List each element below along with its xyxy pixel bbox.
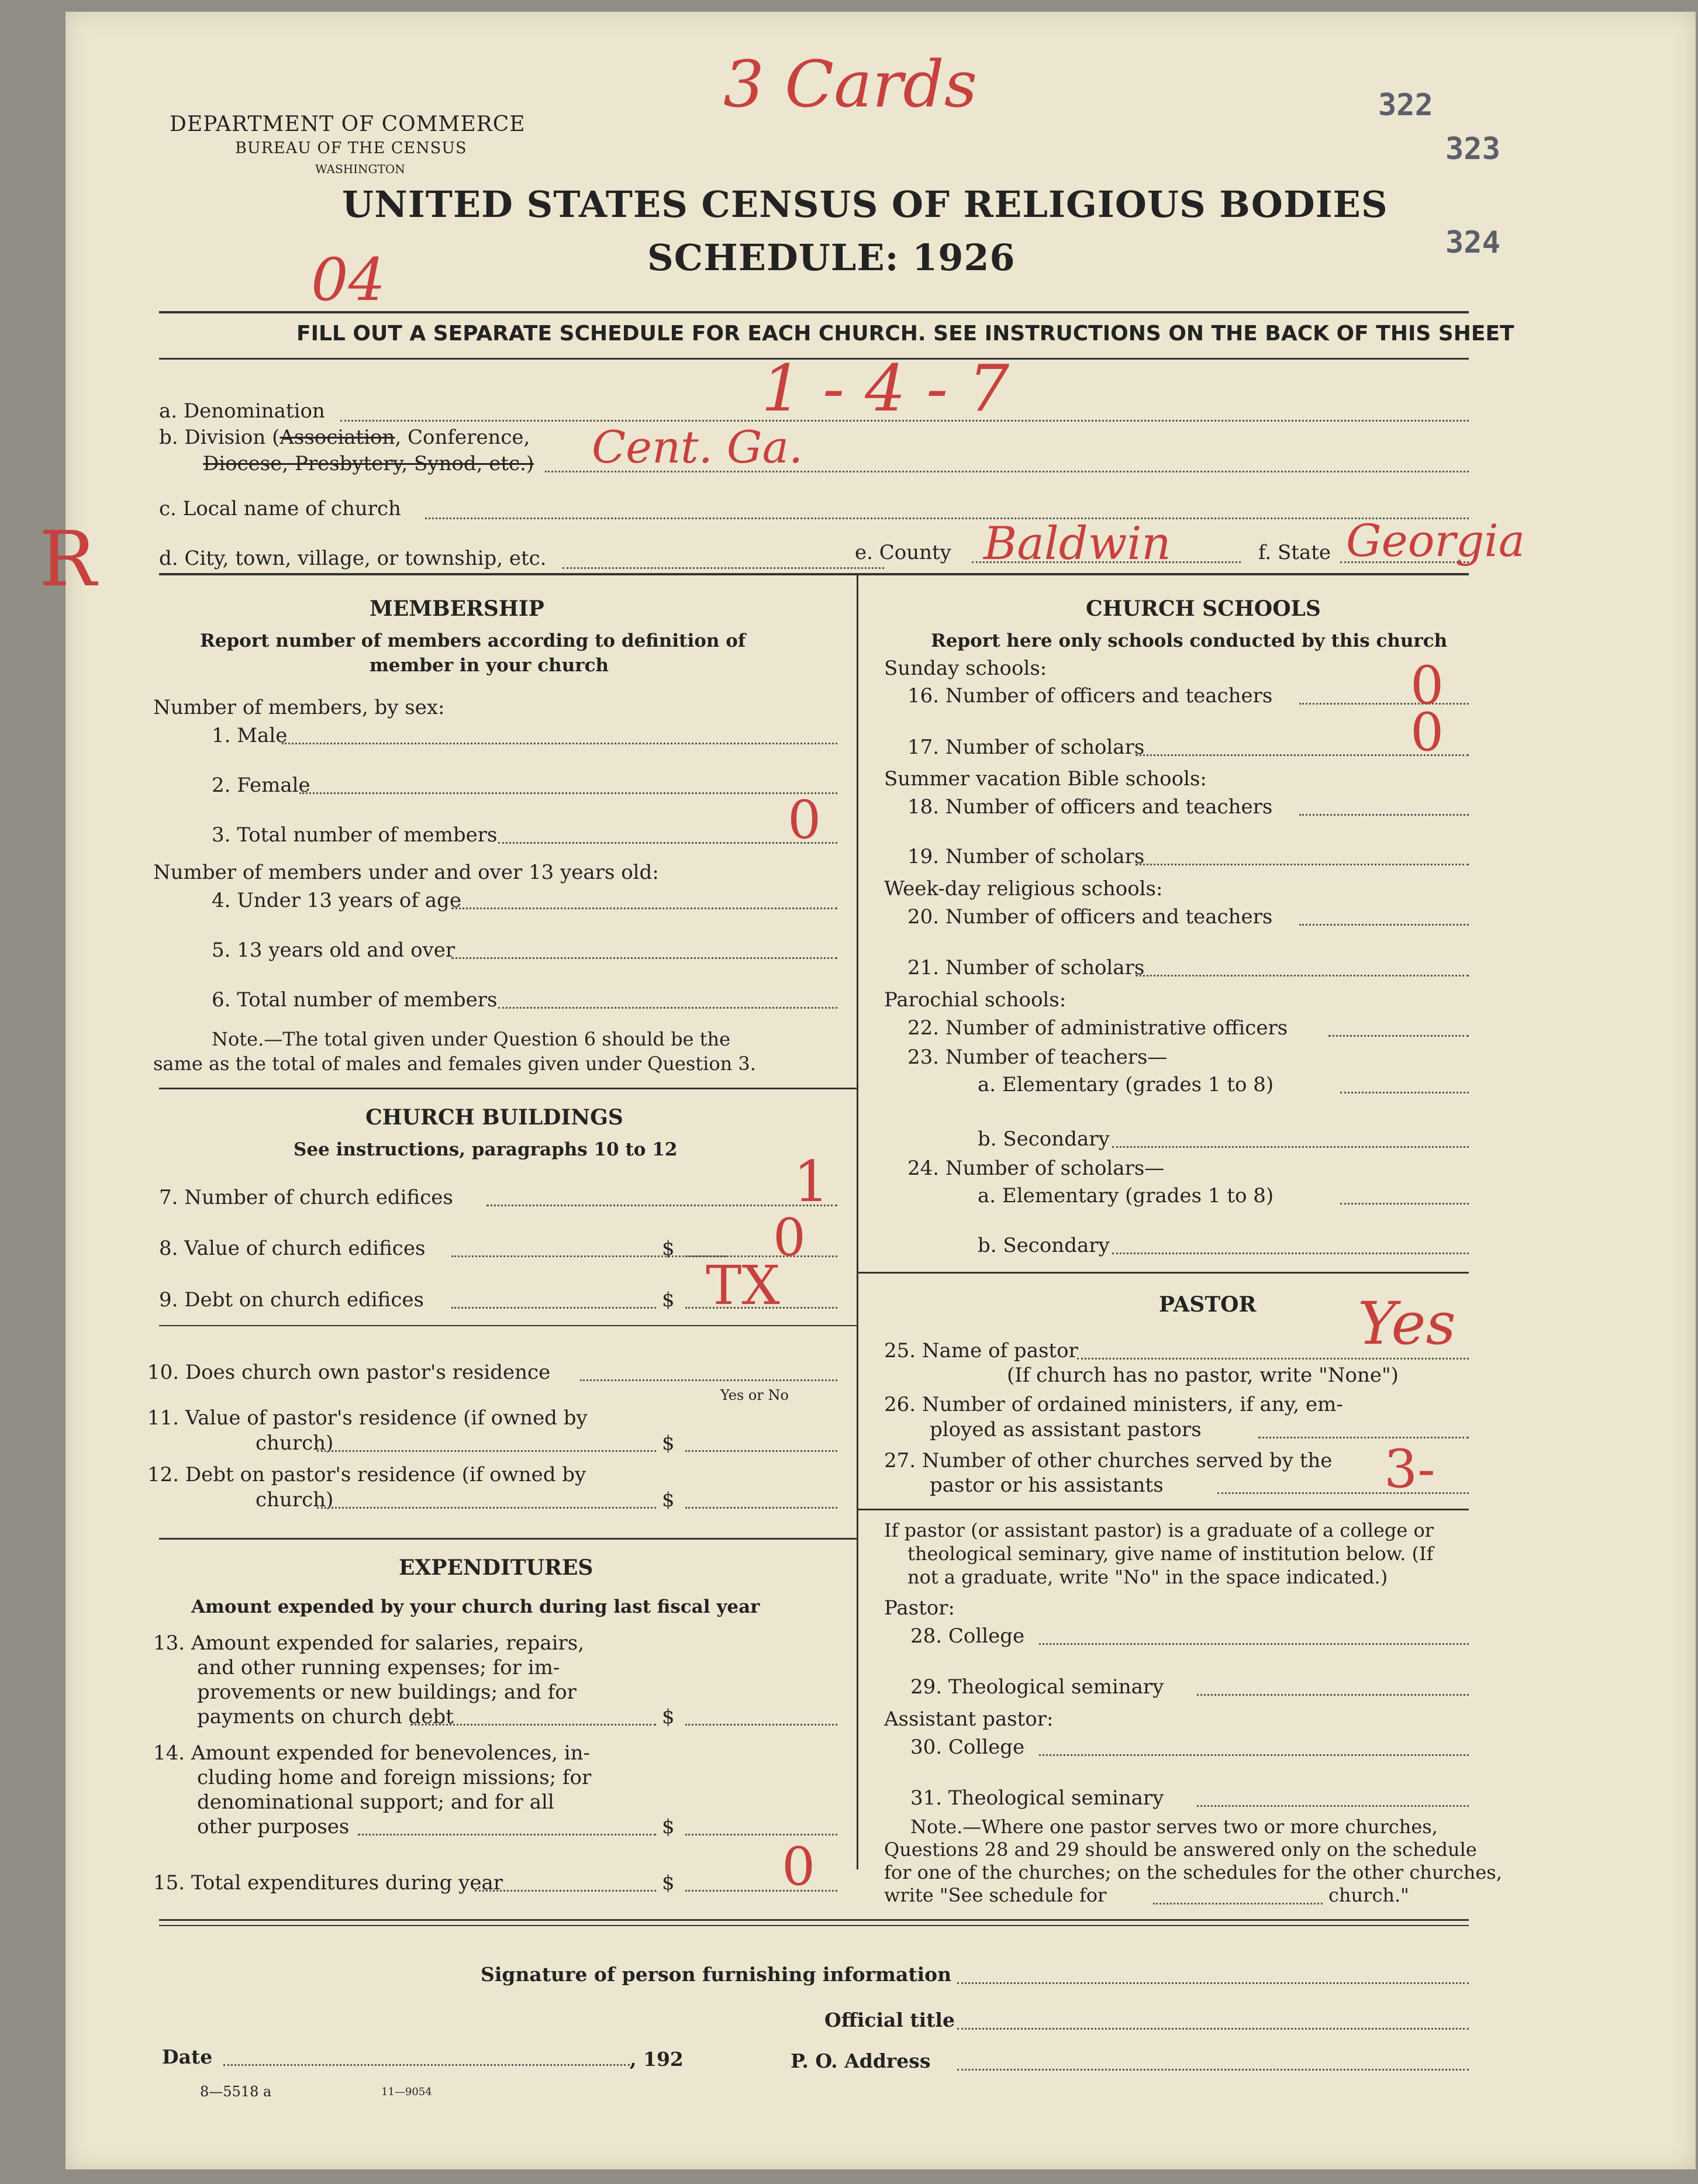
- q12-line: [317, 1507, 656, 1509]
- q31-label: 31. Theological seminary: [910, 1786, 1164, 1810]
- q9-line: [451, 1307, 656, 1309]
- q4-label: 4. Under 13 years of age: [212, 889, 461, 912]
- local-name-line: [425, 517, 1469, 519]
- handwritten-mark: R: [39, 515, 96, 603]
- division-label-line1: [159, 426, 530, 449]
- q17-label: 17. Number of scholars: [907, 736, 1145, 759]
- q3-label: 3. Total number of members: [212, 823, 498, 847]
- q29-line: [1197, 1694, 1469, 1696]
- q13-label-4: payments on church debt: [197, 1705, 454, 1728]
- q14-dollar: $: [662, 1815, 675, 1838]
- q2-label: 2. Female: [212, 774, 310, 797]
- print-number: 11—9054: [381, 2086, 432, 2098]
- schools-heading: CHURCH SCHOOLS: [1086, 596, 1321, 621]
- bureau-label: BUREAU OF THE CENSUS: [235, 139, 467, 157]
- membership-note-2: same as the total of males and females given under Question 3.: [153, 1053, 756, 1075]
- q23b-line: [1112, 1146, 1469, 1148]
- q15-dollar: $: [662, 1871, 675, 1895]
- q6-line: [498, 1007, 837, 1009]
- q3-line: [498, 842, 837, 844]
- expenditures-instruction: Amount expended by your church during last fiscal year: [191, 1596, 760, 1617]
- q1-line: [282, 743, 837, 744]
- q13-line: [410, 1724, 656, 1726]
- q26-label-2: ployed as assistant pastors: [930, 1418, 1202, 1441]
- q26-label-1: 26. Number of ordained ministers, if any, em-: [884, 1393, 1343, 1416]
- state-label: f. State: [1258, 541, 1331, 564]
- q14-label-2: cluding home and foreign missions; for: [197, 1766, 592, 1789]
- denomination-value: 1 - 4 - 7: [761, 351, 1010, 426]
- denomination-label: a. Denomination: [159, 399, 325, 423]
- pastor-sub-label: Pastor:: [884, 1596, 955, 1620]
- q13-label-1: 13. Amount expended for salaries, repairs,: [153, 1631, 585, 1655]
- division-label-pre: b. Division (: [159, 426, 280, 449]
- q18-line: [1299, 814, 1469, 816]
- q5-label: 5. 13 years old and over: [212, 939, 455, 962]
- q13-dollar: $: [662, 1705, 675, 1728]
- q19-label: 19. Number of scholars: [907, 845, 1145, 868]
- q25-line: [1077, 1358, 1469, 1360]
- po-address-line: [957, 2069, 1469, 2071]
- signature-line: [957, 1982, 1469, 1984]
- date-line: [223, 2064, 630, 2066]
- yes-no-hint: Yes or No: [720, 1387, 789, 1403]
- weekday-schools-label: Week-day religious schools:: [884, 877, 1163, 900]
- census-schedule-sheet: [39, 12, 1696, 2169]
- q25-note: (If church has no pastor, write "None"): [1007, 1364, 1399, 1387]
- q21-line: [1136, 975, 1469, 977]
- q12-label-1: 12. Debt on pastor's residence (if owned by: [147, 1463, 586, 1486]
- handwritten-code: 04: [311, 246, 386, 314]
- schools-divider: [857, 1272, 1469, 1274]
- summer-schools-label: Summer vacation Bible schools:: [884, 767, 1207, 791]
- pastor-note-1: Note.—Where one pastor serves two or more churches,: [910, 1816, 1438, 1838]
- membership-heading: MEMBERSHIP: [370, 596, 544, 621]
- schedule-title: SCHEDULE: 1926: [647, 236, 1016, 279]
- q21-label: 21. Number of scholars: [907, 956, 1145, 979]
- q14-label-4: other purposes: [197, 1815, 350, 1838]
- q19-line: [1136, 864, 1469, 865]
- q18-label: 18. Number of officers and teachers: [907, 795, 1273, 819]
- q23a-label: a. Elementary (grades 1 to 8): [978, 1073, 1274, 1096]
- q15-label: 15. Total expenditures during year: [153, 1871, 503, 1895]
- q11-line: [317, 1450, 656, 1452]
- buildings-mid-divider: [159, 1325, 857, 1326]
- q14-line: [358, 1834, 656, 1835]
- schools-instruction: Report here only schools conducted by this church: [931, 630, 1448, 651]
- pastor-note-5: church.": [1328, 1884, 1409, 1906]
- stamp-number-1: 322: [1378, 88, 1433, 123]
- stamp-number-2: 323: [1445, 132, 1500, 167]
- stamp-number-3: 324: [1445, 225, 1500, 260]
- date-label: Date: [162, 2045, 213, 2068]
- q24b-line: [1112, 1253, 1469, 1254]
- column-divider: [857, 574, 858, 1869]
- parochial-schools-label: Parochial schools:: [884, 988, 1067, 1012]
- form-title: UNITED STATES CENSUS OF RELIGIOUS BODIES: [342, 183, 1388, 226]
- q26-line: [1258, 1437, 1469, 1438]
- membership-instruction-2: member in your church: [370, 655, 609, 676]
- q5-line: [451, 957, 837, 959]
- pastor-note-4: write "See schedule for: [884, 1884, 1107, 1906]
- graduate-instruction-3: not a graduate, write "No" in the space indicated.): [907, 1566, 1388, 1588]
- sunday-schools-label: Sunday schools:: [884, 657, 1047, 680]
- q27-value: 3-: [1384, 1438, 1435, 1500]
- q10-line: [580, 1379, 837, 1381]
- q16-label: 16. Number of officers and teachers: [907, 684, 1273, 708]
- pastor-divider: [857, 1509, 1469, 1510]
- form-number: 8—5518 a: [200, 2083, 272, 2100]
- q13-label-3: provements or new buildings; and for: [197, 1681, 577, 1704]
- pastor-note-3: for one of the churches; on the schedules for the other churches,: [884, 1861, 1502, 1883]
- buildings-heading: CHURCH BUILDINGS: [365, 1105, 623, 1130]
- q24b-label: b. Secondary: [978, 1234, 1110, 1257]
- section-top-divider: [159, 573, 1469, 575]
- q14-amount-line: [685, 1834, 837, 1835]
- q11-amount-line: [685, 1450, 837, 1452]
- city-label: d. City, town, village, or township, etc.: [159, 547, 547, 570]
- q7-label: 7. Number of church edifices: [159, 1186, 453, 1209]
- official-title-line: [957, 2028, 1469, 2030]
- q30-label: 30. College: [910, 1736, 1025, 1759]
- membership-divider: [159, 1088, 857, 1089]
- q24a-label: a. Elementary (grades 1 to 8): [978, 1184, 1274, 1207]
- handwritten-cards-count: 3 Cards: [723, 47, 978, 122]
- county-label: e. County: [855, 541, 951, 564]
- q4-line: [451, 908, 837, 909]
- official-title-label: Official title: [824, 2009, 955, 2031]
- q12-label-2: church): [256, 1488, 334, 1512]
- membership-instruction-1: Report number of members according to definition of: [200, 630, 746, 651]
- graduate-instruction-1: If pastor (or assistant pastor) is a graduate of a college or: [884, 1519, 1434, 1541]
- q23a-line: [1340, 1092, 1469, 1093]
- expenditures-heading: EXPENDITURES: [399, 1555, 593, 1580]
- assistant-pastor-label: Assistant pastor:: [884, 1707, 1054, 1731]
- q11-label-2: church): [256, 1431, 334, 1455]
- q22-label: 22. Number of administrative officers: [907, 1016, 1288, 1040]
- graduate-instruction-2: theological seminary, give name of institution below. (If: [907, 1543, 1434, 1565]
- division-value: Cent. Ga.: [592, 421, 803, 473]
- q25-value: Yes: [1358, 1289, 1456, 1358]
- q23b-label: b. Secondary: [978, 1127, 1110, 1151]
- q11-dollar: $: [662, 1431, 675, 1455]
- q27-label-2: pastor or his assistants: [930, 1474, 1164, 1497]
- division-label-struck: Association: [279, 426, 395, 449]
- q17-value: 0: [1410, 702, 1444, 763]
- po-address-label: P. O. Address: [791, 2050, 931, 2072]
- q22-line: [1328, 1035, 1469, 1037]
- footer-divider-2: [159, 1925, 1469, 1926]
- q31-line: [1197, 1805, 1469, 1807]
- q15-value: 0: [782, 1836, 816, 1897]
- members-by-age-label: Number of members under and over 13 years old:: [153, 861, 659, 884]
- footer-divider-1: [159, 1919, 1469, 1921]
- local-name-label: c. Local name of church: [159, 497, 401, 520]
- q14-label-1: 14. Amount expended for benevolences, in-: [153, 1741, 591, 1765]
- q1-label: 1. Male: [212, 724, 288, 747]
- q9-dollar: $: [662, 1288, 675, 1312]
- state-value: Georgia: [1346, 515, 1526, 567]
- q13-label-2: and other running expenses; for im-: [197, 1656, 560, 1679]
- division-label-line2: Diocese, Presbytery, Synod, etc.): [203, 452, 534, 475]
- q8-value: 0: [773, 1207, 806, 1268]
- q9-value: TX: [706, 1254, 780, 1317]
- q24-label: 24. Number of scholars—: [907, 1157, 1165, 1180]
- q27-label-1: 27. Number of other churches served by the: [884, 1449, 1333, 1472]
- q14-label-3: denominational support; and for all: [197, 1790, 554, 1814]
- buildings-instruction: See instructions, paragraphs 10 to 12: [294, 1139, 678, 1160]
- city-label: WASHINGTON: [315, 162, 405, 176]
- q20-line: [1299, 924, 1469, 926]
- q16-value: 0: [1410, 655, 1444, 716]
- instruction-banner: FILL OUT A SEPARATE SCHEDULE FOR EACH CHURCH. SEE INSTRUCTIONS ON THE BACK OF THIS SHEET: [296, 322, 1514, 346]
- q10-label: 10. Does church own pastor's residence: [147, 1361, 551, 1384]
- q28-line: [1039, 1643, 1469, 1645]
- pastor-note-2: Questions 28 and 29 should be answered only on the schedule: [884, 1838, 1477, 1861]
- city-line: [562, 567, 884, 569]
- q2-line: [299, 792, 837, 794]
- pastor-note-line: [1153, 1903, 1323, 1904]
- q8-dollar: $: [662, 1237, 675, 1260]
- q13-amount-line: [685, 1724, 837, 1726]
- county-value: Baldwin: [983, 517, 1171, 570]
- q7-line: [486, 1205, 837, 1206]
- q6-label: 6. Total number of members: [212, 988, 498, 1012]
- department-label: DEPARTMENT OF COMMERCE: [170, 112, 526, 136]
- members-by-sex-label: Number of members, by sex:: [153, 696, 445, 719]
- pastor-heading: PASTOR: [1159, 1292, 1257, 1317]
- q3-value: 0: [788, 789, 822, 851]
- q7-value: 1: [793, 1149, 830, 1215]
- division-label-post: , Conference,: [395, 426, 530, 449]
- membership-note-1: Note.—The total given under Question 6 should be the: [212, 1028, 731, 1050]
- signature-label: Signature of person furnishing information: [481, 1963, 952, 1986]
- q12-amount-line: [685, 1507, 837, 1509]
- q23-label: 23. Number of teachers—: [907, 1046, 1168, 1069]
- date-year: , 192: [630, 2048, 684, 2071]
- q30-line: [1039, 1754, 1469, 1756]
- q15-line: [475, 1890, 656, 1892]
- q20-label: 20. Number of officers and teachers: [907, 905, 1273, 929]
- q11-label-1: 11. Value of pastor's residence (if owned by: [147, 1406, 588, 1430]
- buildings-divider: [159, 1538, 857, 1540]
- q8-label: 8. Value of church edifices: [159, 1237, 426, 1260]
- q28-label: 28. College: [910, 1624, 1025, 1648]
- q12-dollar: $: [662, 1488, 675, 1512]
- q25-label: 25. Name of pastor: [884, 1339, 1078, 1362]
- q9-label: 9. Debt on church edifices: [159, 1288, 424, 1312]
- q24a-line: [1340, 1203, 1469, 1205]
- q29-label: 29. Theological seminary: [910, 1675, 1164, 1699]
